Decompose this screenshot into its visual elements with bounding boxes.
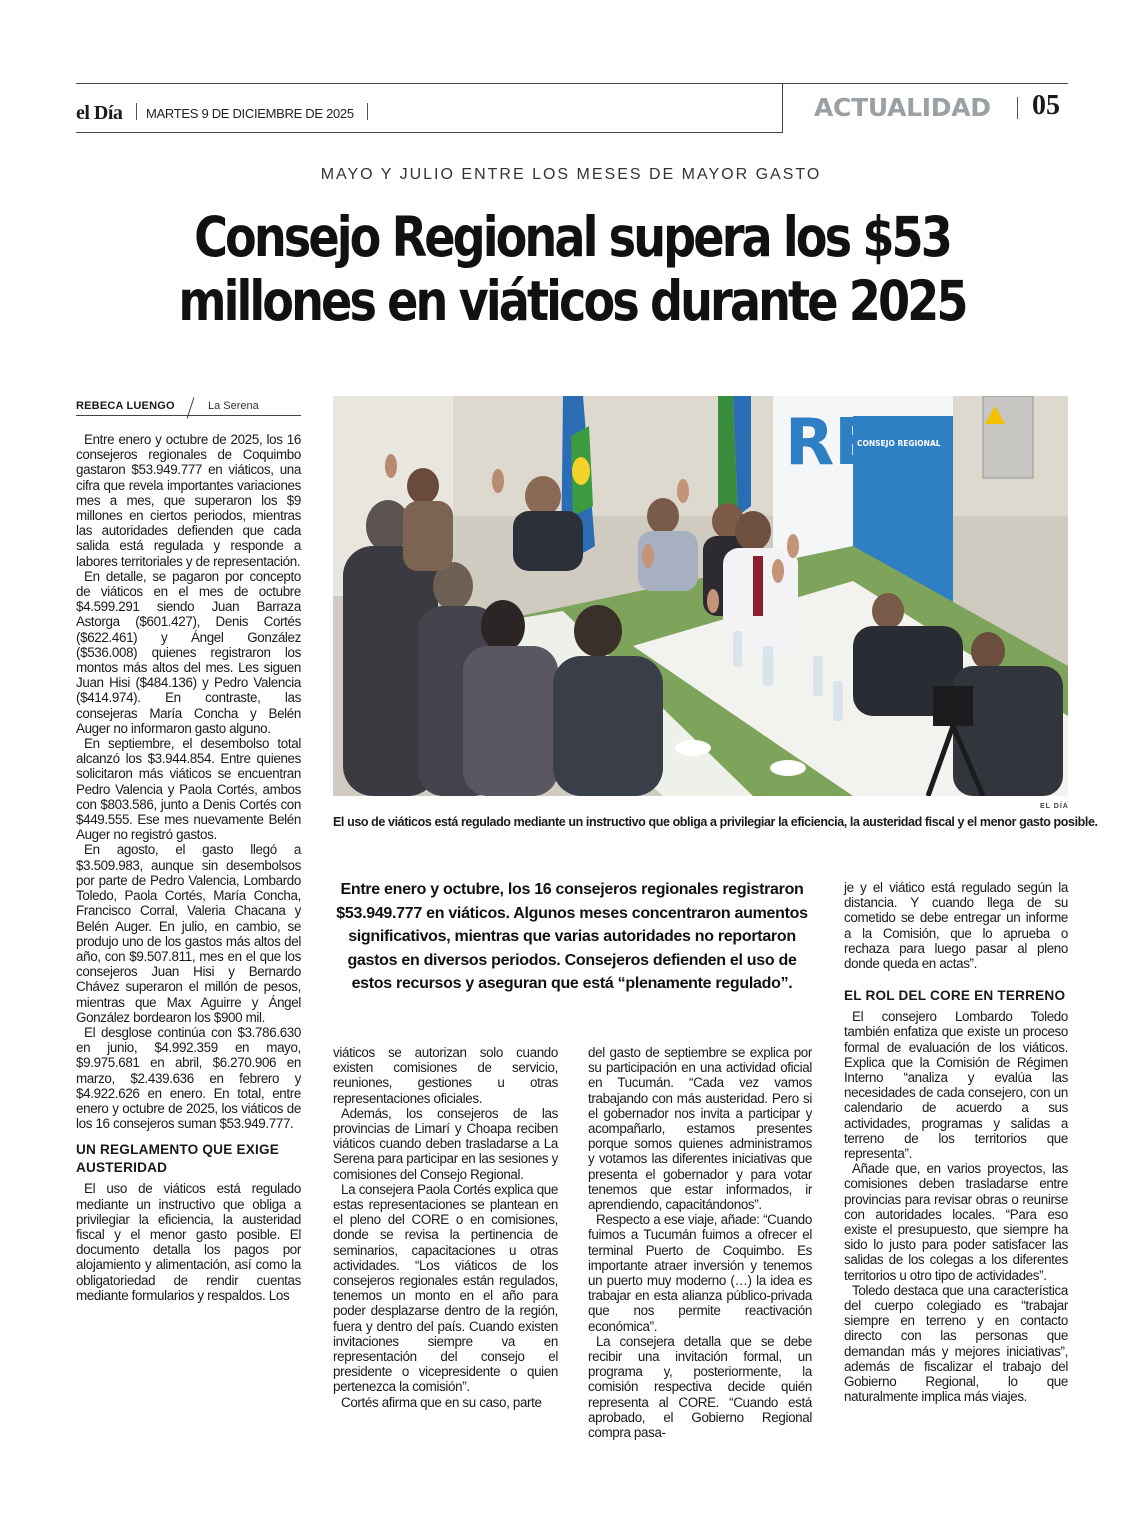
paragraph: En septiembre, el desembolso total alcanzó los $3.944.854. Entre quienes solicitaron más viáticos se encuentran Pedro Valencia y Paola Cortés, ambos con $803.586, junto a Denis Cortés con $449.555. Ese mes nuevamente Belén Auger no registró gastos.: [76, 736, 301, 843]
article-photo: [333, 396, 1068, 796]
page-number: 05: [1032, 90, 1060, 121]
header-separator: [136, 103, 137, 120]
paragraph: Respecto a ese viaje, añade: “Cuando fuimos a Tucumán fuimos a ofrecer el terminal Puerto de Coquimbo. Es importante atraer inversión y tenemos un puerto muy moderno (…) la idea es trabajar en esta alianza público-privada que nos permite reactivación económica”.: [588, 1212, 812, 1334]
article-column-1: [76, 432, 301, 1303]
section-label: ACTUALIDAD: [814, 93, 991, 122]
article-column-3: [588, 1045, 812, 1440]
paragraph: La consejera Paola Cortés explica que estas representaciones se plantean en el pleno del CORE o en comisiones, donde se revisa la pertinencia de seminarios, capacitaciones u otras actividades. “Los viáticos de los consejeros regionales están regulados, tenemos un monto en el año para poder desplazarse dentro de la región, fuera y dentro del país. Cuando existen invitaciones siempre va en representación del consejo el presidente o vicepresidente o quien pertenezca la comisión”.: [333, 1181, 558, 1395]
paragraph: En agosto, el gasto llegó a $3.509.983, aunque sin desembolsos por parte de Pedro Valencia, Lombardo Toledo, Paola Cortés, María Concha, Francisco Corral, Valeria Chacana y Belén Auger. En julio, en cambio, se produjo uno de los gastos más altos del año, con $9.507.811, mes en el que los consejeros Juan Hisi y Bernardo Chávez superaron el millón de pesos, mientras que Max Aguirre y Ángel González bordearon los $900 mil.: [76, 842, 301, 1025]
article-kicker: MAYO Y JULIO ENTRE LOS MESES DE MAYOR GASTO: [320, 166, 822, 183]
article-column-4: [844, 880, 1068, 1405]
paragraph: viáticos se autorizan solo cuando existen comisiones de servicio, reuniones, gestiones u otras representaciones oficiales.: [333, 1045, 558, 1106]
masthead-logo: el Día: [76, 102, 123, 124]
subheading: UN REGLAMENTO QUE EXIGE AUSTERIDAD: [76, 1142, 279, 1176]
issue-date: MARTES 9 DE DICIEMBRE DE 2025: [146, 106, 354, 121]
paragraph: El consejero Lombardo Toledo también enfatiza que existe un proceso formal de evaluación de los viáticos. Explica que la Comisión de Régimen Interno “analiza y evalúa las necesidades de cada consejero, con un calendario de acuerdo a sus actividades, programas y salidas a terreno de los territorios que representa”.: [844, 1009, 1068, 1162]
article-lead: Entre enero y octubre, los 16 consejeros regionales registraron $53.949.777 en viáticos. Algunos meses concentraron aumentos significativos, mientras que varias autoridades no reportaron gastos en diversos periodos. Consejeros defienden el uso de estos recursos y aseguran que está “plenamente regulado”.: [336, 881, 808, 992]
banner-letters: RE: [785, 406, 878, 480]
paragraph: Entre enero y octubre de 2025, los 16 consejeros regionales de Coquimbo gastaron $53.949.777 en viáticos, una cifra que revela importantes variaciones mes a mes, que superaron los $9 millones en ciertos periodos, mientras las autoridades defienden que cada salida está regulada y responde a labores territoriales y de representación.: [76, 432, 301, 569]
article-column-2: [333, 1045, 558, 1410]
paragraph: El uso de viáticos está regulado mediante un instructivo que obliga a privilegiar la eficiencia, la austeridad fiscal y el menor gasto posible. El documento detalla los pagos por alojamiento y alimentación, así como la obligatoriedad de rendir cuentas mediante formularios y respaldos. Los: [76, 1181, 301, 1303]
article-headline: Consejo Regional supera los $53 millones en viáticos durante 2025: [178, 205, 966, 333]
header-separator: [1017, 97, 1018, 119]
photo-illustration: [333, 396, 1068, 796]
header-top-rule: [76, 83, 1068, 84]
header-bottom-rule: [76, 132, 782, 133]
subheading: EL ROL DEL CORE EN TERRENO: [844, 988, 1066, 1004]
paragraph: Añade que, en varios proyectos, las comisiones deben trasladarse entre provincias para revisar obras o reunirse con autoridades locales. “Para eso existe el presupuesto, que siempre ha sido lo justo para poder satisfacer las salidas de los colegas a los diferentes territorios u otro tipo de actividades”.: [844, 1161, 1068, 1283]
paragraph: Toledo destaca que una característica del cuerpo colegiado es “trabajar siempre en terreno y en contacto directo con las personas que demandan más y mejores iniciativas”, además de fiscalizar el trabajo del Gobierno Regional, lo que naturalmente implica más viajes.: [844, 1282, 1068, 1405]
byline-author: REBECA LUENGO: [76, 400, 175, 412]
paragraph: je y el viático está regulado según la distancia. Y cuando llega de su cometido se debe entregar un informe a la Comisión, que lo aprueba o rechaza para luego pasar al pleno donde queda en actas”.: [844, 880, 1068, 972]
byline-rule: [76, 415, 301, 416]
paragraph: La consejera detalla que se debe recibir una invitación formal, un programa y, posteriormente, la comisión respectiva decide quién representa al CORE. “Cuando está aprobado, el Gobierno Regional compra pasa-: [588, 1333, 812, 1441]
paragraph: Además, los consejeros de las provincias de Limarí y Choapa reciben viáticos cuando deben trasladarse a La Serena para participar en las sesiones y comisiones del Consejo Regional.: [333, 1105, 558, 1182]
paragraph: El desglose continúa con $3.786.630 en junio, $4.992.359 en mayo, $9.975.681 en abril, $6.270.906 en marzo, $2.439.636 en febrero y $4.922.626 en enero. En total, entre enero y octubre de 2025, los viáticos de los 16 consejeros suman $53.949.777.: [76, 1024, 301, 1132]
paragraph: del gasto de septiembre se explica por su participación en una actividad oficial en Tucumán. “Cada vez vamos trabajando con más austeridad. Pero si el gobernador nos invita a participar y acompañarlo, estamos presentes porque somos quienes administramos y votamos las diferentes iniciativas que presenta el gobernador y para votar tenemos que estar informados, ir aprendiendo, capacitándonos”.: [588, 1045, 812, 1213]
paragraph: En detalle, se pagaron por concepto de viáticos en el mes de octubre $4.599.291 siendo Juan Barraza Astorga ($601.427), Denis Cortés ($622.461) y Ángel González ($536.008) quienes registraron los montos más altos del mes. Les siguen Juan Hisi ($484.136) y Pedro Valencia ($414.974). En contraste, las consejeras María Concha y Belén Auger no informaron gasto alguno.: [76, 568, 301, 736]
header-divider: [782, 83, 783, 133]
paragraph: Cortés afirma que en su caso, parte: [341, 1394, 542, 1410]
banner-caption: CONSEJO REGIONAL: [857, 439, 941, 448]
header-separator: [367, 103, 368, 120]
photo-credit: EL DÍA: [1040, 803, 1069, 810]
byline-place: La Serena: [208, 400, 259, 412]
photo-caption: El uso de viáticos está regulado mediante un instructivo que obliga a privilegiar la eficiencia, la austeridad fiscal y el menor gasto posible.: [333, 815, 1098, 829]
